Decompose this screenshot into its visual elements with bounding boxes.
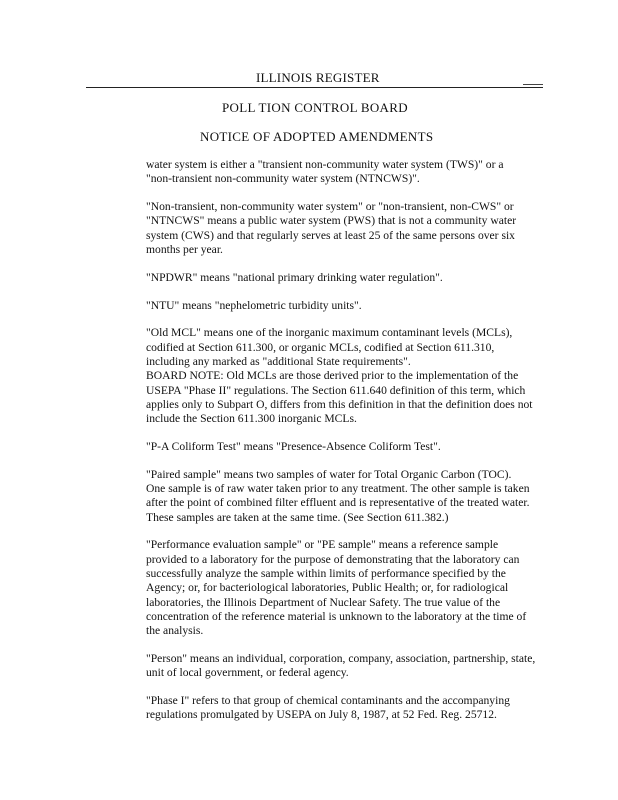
text-line: "non-transient non-community water system (NTNCWS)". [146,172,420,186]
text-line: "Phase I" refers to that group of chemical contaminants and the accompanying [146,694,510,708]
definition-paragraph [146,652,546,681]
text-line: These samples are taken at the same time. (See Section 611.382.) [146,510,449,524]
text-line: concentration of the reference material is unknown to the laboratory at the time of [146,609,527,623]
text-line: successfully analyze the sample within limits of performance specified by the [146,567,506,581]
definition-paragraph [146,468,546,525]
definition-paragraph [146,299,546,313]
text-line: applies only to Subpart O, differs from this definition in that the definition does not [146,397,533,411]
text-line: "Performance evaluation sample" or "PE sample" means a reference sample [146,538,499,552]
text-line: BOARD NOTE: Old MCLs are those derived prior to the implementation of the [146,369,519,383]
text-line: include the Section 611.300 inorganic MCLs. [146,412,357,426]
text-line: One sample is of raw water taken prior to any treatment. The other sample is taken [146,482,530,496]
text-line: the analysis. [146,624,204,638]
definition-paragraph [146,440,546,454]
text-line: "NTNCWS" means a public water system (PWS) that is not a community water [146,214,517,228]
definition-paragraph [146,538,546,638]
header-divider-tick [523,84,543,85]
text-line: months per year. [146,242,223,256]
text-line: water system is either a "transient non-community water system (TWS)" or a [146,158,504,171]
text-line: "Paired sample" means two samples of water for Total Organic Carbon (TOC). [146,467,512,481]
header-divider [86,87,543,88]
text-line: system (CWS) and that regularly serves at least 25 of the same persons over six [146,228,515,242]
text-line: "Non-transient, non-community water system" or "non-transient, non-CWS" or [146,200,514,214]
text-line: "P-A Coliform Test" means "Presence-Absence Coliform Test". [146,439,441,453]
text-line: "NPDWR" means "national primary drinking water regulation". [146,270,443,284]
document-body [146,158,546,736]
text-line: including any marked as "additional State requirements". [146,354,411,368]
text-line: unit of local government, or federal agency. [146,666,349,680]
notice-title: NOTICE OF ADOPTED AMENDMENTS [200,129,434,144]
text-line: "NTU" means "nephelometric turbidity units". [146,298,362,312]
definition-paragraph [146,326,546,426]
text-line: regulations promulgated by USEPA on July 8, 1987, at 52 Fed. Reg. 25712. [146,708,497,722]
text-line: "Person" means an individual, corporation, company, association, partnership, state, [146,652,536,666]
text-line: USEPA "Phase II" regulations. The Section 611.640 definition of this term, which [146,383,526,397]
text-line: Agency; or, for bacteriological laboratories, Public Health; or, for radiological [146,581,509,595]
definition-paragraph [146,200,546,257]
register-title: ILLINOIS REGISTER [256,70,380,85]
text-line: after the point of combined filter effluent and is representative of the treated water. [146,496,530,510]
text-line: codified at Section 611.300, or organic MCLs, codified at Section 611.310, [146,340,495,354]
text-line: provided to a laboratory for the purpose of demonstrating that the laboratory can [146,552,520,566]
definition-paragraph [146,694,546,723]
definition-paragraph [146,271,546,285]
text-line: "Old MCL" means one of the inorganic maximum contaminant levels (MCLs), [146,326,513,340]
board-title: POLL TION CONTROL BOARD [222,100,408,115]
text-line: laboratories, the Illinois Department of Nuclear Safety. The true value of the [146,595,501,609]
definition-paragraph [146,158,546,187]
